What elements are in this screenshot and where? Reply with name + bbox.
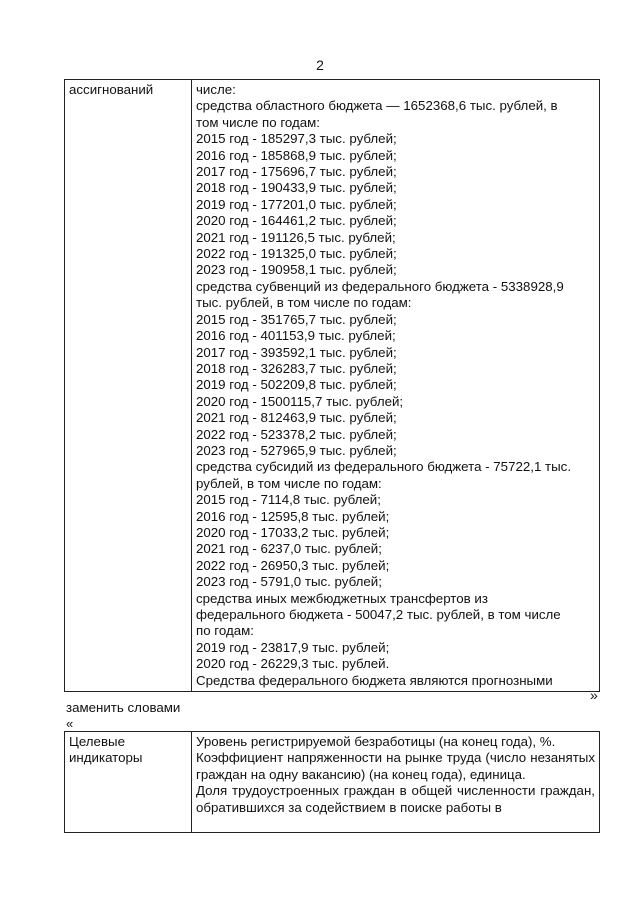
row-label-line: индикаторы xyxy=(69,750,143,766)
funding-line: средства субвенций из федерального бюджета - 5338928,9 xyxy=(196,278,564,294)
funding-table xyxy=(64,79,600,692)
funding-details xyxy=(192,80,600,692)
row-label xyxy=(65,732,192,833)
funding-line: федерального бюджета - 50047,2 тыс. рублей, в том числе xyxy=(196,607,561,622)
funding-line: 2020 год - 26229,3 тыс. рублей. xyxy=(196,656,390,672)
funding-line: 2015 год - 185297,3 тыс. рублей; xyxy=(196,131,397,147)
funding-line: средства иных межбюджетных трансфертов из xyxy=(196,590,488,606)
funding-line: 2019 год - 502209,8 тыс. рублей; xyxy=(196,377,397,393)
table-row xyxy=(65,80,600,692)
funding-line: по годам: xyxy=(196,623,254,639)
funding-line: 2015 год - 7114,8 тыс. рублей; xyxy=(196,492,381,508)
table-row xyxy=(65,732,600,833)
funding-line: 2016 год - 185868,9 тыс. рублей; xyxy=(196,147,397,163)
funding-line: 2018 год - 326283,7 тыс. рублей; xyxy=(196,360,397,376)
page-number: 2 xyxy=(316,57,324,73)
funding-line: 2017 год - 175696,7 тыс. рублей; xyxy=(196,164,397,180)
indicator-paragraph: Коэффициент напряженности на рынке труда (число незанятых граждан на одну вакансию) (на конец года), единица. xyxy=(196,750,595,782)
closing-quote: » xyxy=(590,687,598,703)
indicator-paragraph: Уровень регистрируемой безработицы (на конец года), %. xyxy=(196,734,556,749)
row-label: ассигнований xyxy=(65,80,192,692)
funding-line: 2021 год - 191126,5 тыс. рублей; xyxy=(196,229,396,245)
indicators-details xyxy=(192,732,600,833)
funding-line: 2018 год - 190433,9 тыс. рублей; xyxy=(196,180,397,196)
row-label-line: Целевые xyxy=(69,734,125,749)
indicators-table xyxy=(64,731,600,833)
funding-line: 2020 год - 164461,2 тыс. рублей; xyxy=(196,213,397,229)
funding-line: 2021 год - 812463,9 тыс. рублей; xyxy=(196,410,397,426)
funding-line: 2023 год - 527965,9 тыс. рублей; xyxy=(196,442,397,458)
funding-line: 2019 год - 177201,0 тыс. рублей; xyxy=(196,196,397,212)
funding-line: 2022 год - 523378,2 тыс. рублей; xyxy=(196,426,397,442)
funding-line: 2021 год - 6237,0 тыс. рублей; xyxy=(196,541,382,557)
funding-line: 2015 год - 351765,7 тыс. рублей; xyxy=(196,311,397,327)
funding-line: Средства федерального бюджета являются прогнозными xyxy=(196,672,553,688)
funding-line: 2022 год - 26950,3 тыс. рублей; xyxy=(196,557,390,573)
replace-instruction: заменить словами xyxy=(66,700,181,715)
funding-line: 2017 год - 393592,1 тыс. рублей; xyxy=(196,344,397,360)
funding-line: рублей, в том числе по годам: xyxy=(196,475,382,491)
indicator-paragraph: Доля трудоустроенных граждан в общей численности граждан, обратившихся за содействием в поиске работы в xyxy=(196,783,595,815)
funding-line: 2020 год - 1500115,7 тыс. рублей; xyxy=(196,393,404,409)
funding-line: числе: xyxy=(196,82,236,97)
funding-line: 2022 год - 191325,0 тыс. рублей; xyxy=(196,246,397,262)
funding-line: 2016 год - 12595,8 тыс. рублей; xyxy=(196,508,390,524)
funding-line: 2023 год - 190958,1 тыс. рублей; xyxy=(196,262,397,278)
opening-quote: « xyxy=(66,716,74,731)
funding-line: тыс. рублей, в том числе по годам: xyxy=(196,295,412,311)
funding-line: средства субсидий из федерального бюджета - 75722,1 тыс. xyxy=(196,459,572,475)
funding-line: том числе по годам: xyxy=(196,114,320,130)
funding-line: 2019 год - 23817,9 тыс. рублей; xyxy=(196,639,390,655)
funding-line: 2020 год - 17033,2 тыс. рублей; xyxy=(196,524,390,540)
funding-line: средства областного бюджета — 1652368,6 тыс. рублей, в xyxy=(196,98,558,114)
funding-line: 2023 год - 5791,0 тыс. рублей; xyxy=(196,574,382,590)
funding-line: 2016 год - 401153,9 тыс. рублей; xyxy=(196,328,396,344)
